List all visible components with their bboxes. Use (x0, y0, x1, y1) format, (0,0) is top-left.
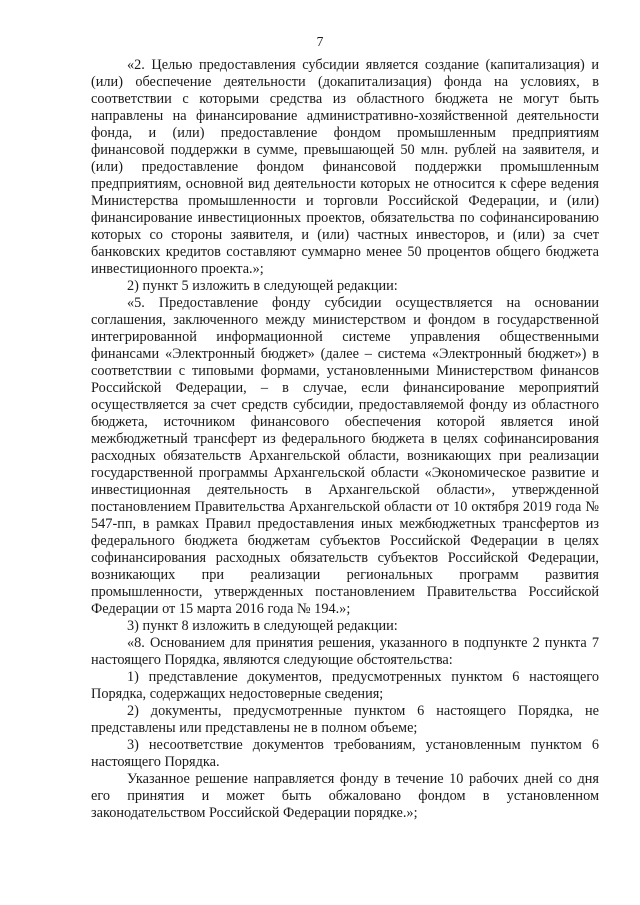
paragraph-point-5: «5. Предоставление фонду субсидии осуществляется на основании соглашения, заключенного между министерством и фондом в государственной интегрированной информационной системе управления общественными финансами «Электронный бюджет» (далее – система «Электронный бюджет») в соответствии с типовыми формами, установленными Министерством финансов Российской Федерации, – в случае, если финансирование мероприятий осуществляется за счет средств субсидии, предоставляемой фонду из областного бюджета, источником финансового обеспечения которой является иной межбюджетный трансферт из федерального бюджета в целях софинансирования расходных обязательств Архангельской области, возникающих при реализации государственной программы Архангельской области «Экономическое развитие и инвестиционная деятельность в Архангельской области», утвержденной постановлением Правительства Архангельской области от 10 октября 2019 года № 547-пп, в рамках Правил предоставления иных межбюджетных трансфертов из федерального бюджета бюджетам субъектов Российской Федерации в целях софинансирования расходных обязательств субъектов Российской Федерации, возникающих при реализации региональных программ развития промышленности, утвержденных постановлением Правительства Российской Федерации от 15 марта 2016 года № 194.»; (91, 295, 599, 617)
paragraph-point-8: «8. Основанием для принятия решения, указанного в подпункте 2 пункта 7 настоящего Порядка, являются следующие обстоятельства: (91, 635, 599, 668)
paragraph-ground-3: 3) несоответствие документов требованиям, установленным пунктом 6 настоящего Порядка. (91, 737, 599, 770)
document-body (91, 57, 599, 822)
paragraph-item-2-intro: 2) пункт 5 изложить в следующей редакции: (127, 278, 398, 294)
paragraph-ground-1: 1) представление документов, предусмотренных пунктом 6 настоящего Порядка, содержащих недостоверные сведения; (91, 669, 599, 702)
page-number: 7 (316, 34, 324, 49)
paragraph-goal-of-subsidy: «2. Целью предоставления субсидии является создание (капитализация) и (или) обеспечение деятельности (докапитализация) фонда на условиях, в соответствии с которыми средства из областного бюджета не могут быть направлены на финансирование административно-хозяйственной деятельности фонда, и (или) предоставление фондом промышленным предприятиям финансовой поддержки в сумме, превышающей 50 млн. рублей на заявителя, и (или) предоставление фондом финансовой поддержки промышленным предприятиям, основной вид деятельности которых не относится к сфере ведения Министерства промышленности и торговли Российской Федерации, и (или) финансирование инвестиционных проектов, обязательства по софинансированию которых со стороны заявителя, и (или) частных инвесторов, и (или) за счет банковских кредитов составляют суммарно менее 50 процентов общего бюджета инвестиционного проекта.»; (91, 57, 599, 277)
paragraph-ground-2: 2) документы, предусмотренные пунктом 6 настоящего Порядка, не представлены или представлены не в полном объеме; (91, 703, 599, 736)
paragraph-item-3-intro: 3) пункт 8 изложить в следующей редакции: (127, 618, 398, 634)
paragraph-decision-notice: Указанное решение направляется фонду в течение 10 рабочих дней со дня его принятия и может быть обжаловано фондом в установленном законодательством Российской Федерации порядке.»; (91, 771, 599, 821)
